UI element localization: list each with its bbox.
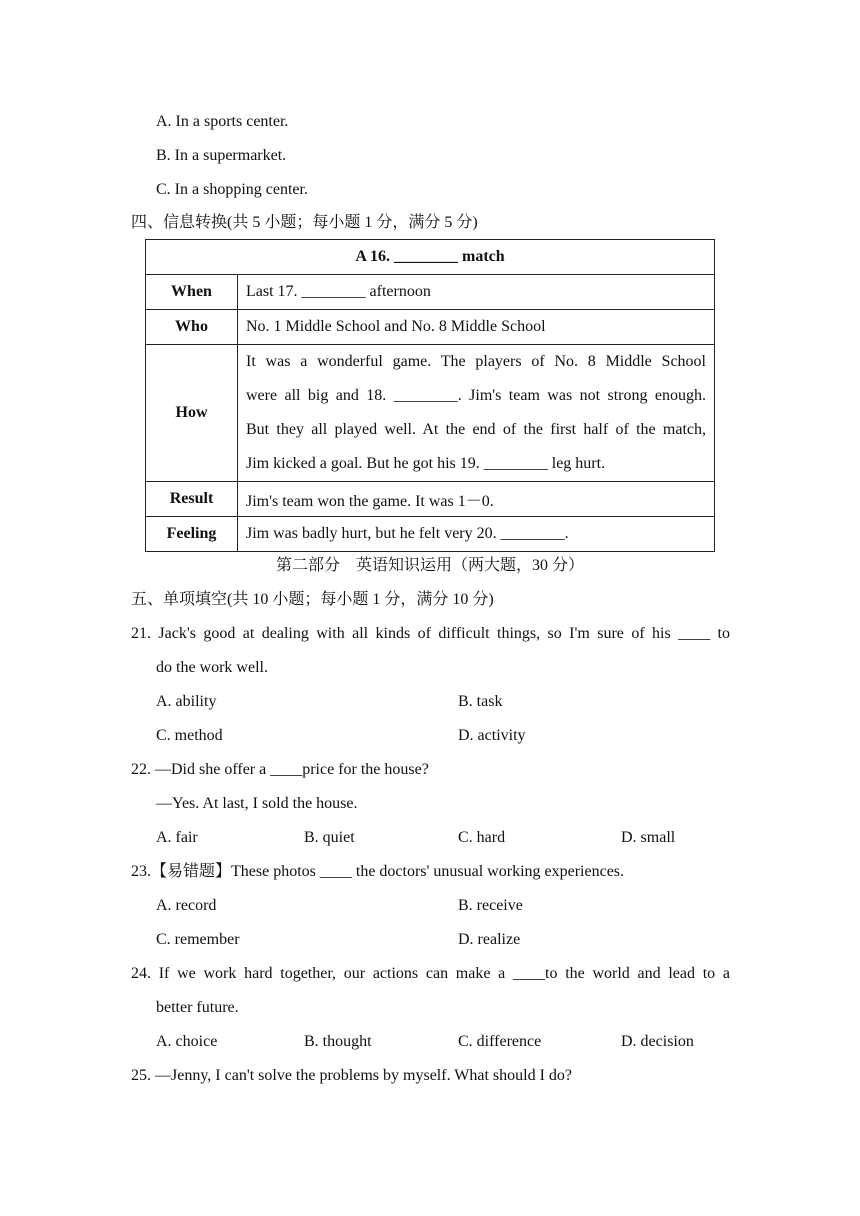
table-title: A 16. ________ match bbox=[146, 240, 715, 275]
q22-line-2: —Yes. At last, I sold the house. bbox=[156, 795, 358, 812]
q22-option-a: A. fair bbox=[156, 829, 198, 846]
table-row bbox=[146, 310, 715, 345]
section4-heading: 四、信息转换(共 5 小题；每小题 1 分，满分 5 分) bbox=[131, 214, 478, 231]
table-row bbox=[146, 517, 715, 552]
section5-heading: 五、单项填空(共 10 小题；每小题 1 分，满分 10 分) bbox=[131, 591, 494, 608]
q24-option-a: A. choice bbox=[156, 1033, 218, 1050]
q24-option-c: C. difference bbox=[458, 1033, 542, 1050]
row-label-result: Result bbox=[146, 482, 238, 517]
q25-line-1: 25. —Jenny, I can't solve the problems by myself. What should I do? bbox=[131, 1067, 573, 1084]
how-line-1: It was a wonderful game. The players of No. 8 Middle School bbox=[246, 353, 706, 370]
q21-option-d: D. activity bbox=[458, 727, 526, 744]
row-label-how: How bbox=[146, 345, 238, 482]
q23-option-b: B. receive bbox=[458, 897, 523, 914]
q23-line-1: 23.【易错题】These photos ____ the doctors' unusual working experiences. bbox=[131, 863, 625, 880]
how-line-4: Jim kicked a goal. But he got his 19. ________ leg hurt. bbox=[246, 455, 606, 472]
info-table bbox=[145, 239, 715, 552]
row-label-when: When bbox=[146, 275, 238, 310]
row-text-who: No. 1 Middle School and No. 8 Middle School bbox=[238, 310, 715, 345]
table-row bbox=[146, 482, 715, 517]
table-row bbox=[146, 275, 715, 310]
q21-line-2: do the work well. bbox=[156, 659, 268, 676]
table-title-row bbox=[146, 240, 715, 275]
part2-heading: 第二部分 英语知识运用（两大题，30 分） bbox=[275, 557, 584, 574]
q24-option-b: B. thought bbox=[304, 1033, 372, 1050]
q24-option-d: D. decision bbox=[621, 1033, 694, 1050]
q22-option-d: D. small bbox=[621, 829, 676, 846]
row-label-who: Who bbox=[146, 310, 238, 345]
q22-option-b: B. quiet bbox=[304, 829, 355, 846]
q20-option-b: B. In a supermarket. bbox=[156, 147, 287, 164]
row-text-when: Last 17. ________ afternoon bbox=[238, 275, 715, 310]
q22-line-1: 22. —Did she offer a ____price for the house? bbox=[131, 761, 429, 778]
q23-option-a: A. record bbox=[156, 897, 217, 914]
q21-option-c: C. method bbox=[156, 727, 223, 744]
row-text-feeling: Jim was badly hurt, but he felt very 20. ________. bbox=[238, 517, 715, 552]
q21-option-a: A. ability bbox=[156, 693, 217, 710]
q21-option-b: B. task bbox=[458, 693, 503, 710]
q23-option-d: D. realize bbox=[458, 931, 521, 948]
q24-line-1: 24. If we work hard together, our actions can make a ____to the world and lead to a bbox=[131, 965, 730, 982]
table-row bbox=[146, 345, 715, 482]
row-text-how bbox=[238, 345, 715, 482]
q22-option-c: C. hard bbox=[458, 829, 506, 846]
q21-line-1: 21. Jack's good at dealing with all kinds of difficult things, so I'm sure of his ____ to bbox=[131, 625, 730, 642]
q20-option-c: C. In a shopping center. bbox=[156, 181, 308, 198]
q24-line-2: better future. bbox=[156, 999, 239, 1016]
how-line-2: were all big and 18. ________. Jim's team was not strong enough. bbox=[246, 387, 706, 404]
q23-option-c: C. remember bbox=[156, 931, 240, 948]
how-line-3: But they all played well. At the end of the first half of the match, bbox=[246, 421, 706, 438]
row-text-result: Jim's team won the game. It was 1－0. bbox=[238, 482, 715, 517]
row-label-feeling: Feeling bbox=[146, 517, 238, 552]
q20-option-a: A. In a sports center. bbox=[156, 113, 289, 130]
